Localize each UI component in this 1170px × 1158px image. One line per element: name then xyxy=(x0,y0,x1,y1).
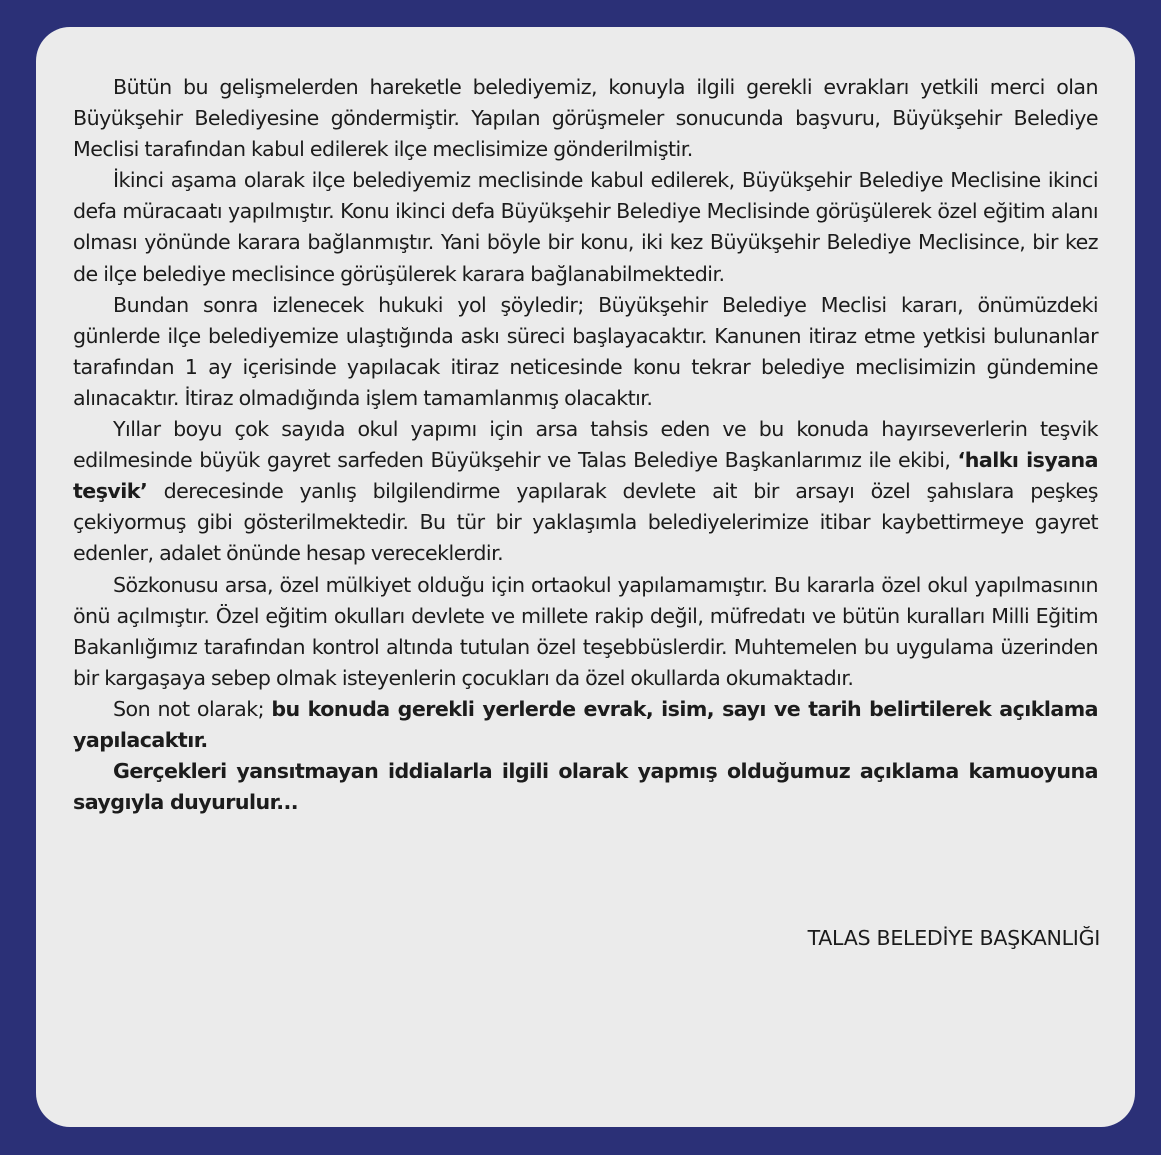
paragraph-2-text: İkinci aşama olarak ilçe belediyemiz meclisinde kabul edilerek, Büyükşehir Belediye Meclisine ikinci defa müracaatı yapılmıştır. Konu ikinci defa Büyükşehir Belediye Meclisinde görüşülerek özel eğitim alanı olması yönünde karara bağlanmıştır. Yani böyle bir konu, iki kez Büyükşehir Belediye Meclisince, bir kez de ilçe belediye meclisince görüşülerek karara bağlanabilmektedir. xyxy=(73,168,1098,286)
paragraph-4 xyxy=(73,414,1098,569)
paragraph-7 xyxy=(73,756,1098,818)
paragraph-3-text: Bundan sonra izlenecek hukuki yol şöyledir; Büyükşehir Belediye Meclisi kararı, önümüzdeki günlerde ilçe belediyemize ulaştığında askı süreci başlayacaktır. Kanunen itiraz etme yetkisi bulunanlar tarafından 1 ay içerisinde yapılacak itiraz neticesinde konu tekrar belediye meclisimizin gündemine alınacaktır. İtiraz olmadığında işlem tamamlanmış olacaktır. xyxy=(73,292,1098,410)
signature: TALAS BELEDİYE BAŞKANLIĞI xyxy=(807,926,1100,950)
paragraph-7-emphasis: Gerçekleri yansıtmayan iddialarla ilgili olarak yapmış olduğumuz açıklama kamuoyuna saygıyla duyurulur... xyxy=(73,759,1098,815)
paragraph-4-text-after: derecesinde yanlış bilgilendirme yapılarak devlete ait bir arsayı özel şahıslara peşkeş çekiyormuş gibi gösterilmektedir. Bu tür bir yaklaşımla belediyelerimize itibar kaybettirmeye gayret edenler, adalet önünde hesap vereceklerdir. xyxy=(73,479,1098,566)
paragraph-6-text-before: Son not olarak; xyxy=(113,696,272,721)
document-body xyxy=(73,72,1098,818)
paragraph-5 xyxy=(73,570,1098,694)
paragraph-4-text-before: Yıllar boyu çok sayıda okul yapımı için arsa tahsis eden ve bu konuda hayırseverlerin teşvik edilmesinde büyük gayret sarfeden Büyükşehir ve Talas Belediye Başkanlarımız ile ekibi, xyxy=(73,417,1098,473)
paragraph-5-text: Sözkonusu arsa, özel mülkiyet olduğu için ortaokul yapılamamıştır. Bu kararla özel okul yapılmasının önü açılmıştır. Özel eğitim okulları devlete ve millete rakip değil, müfredatı ve bütün kuralları Milli Eğitim Bakanlığımız tarafından kontrol altında tutulan özel teşebbüslerdir. Muhtemelen bu uygulama üzerinden bir kargaşaya sebep olmak isteyenlerin çocukları da özel okullarda okumaktadır. xyxy=(73,572,1098,690)
paragraph-1 xyxy=(73,72,1098,165)
paragraph-2 xyxy=(73,165,1098,289)
paragraph-6 xyxy=(73,694,1098,756)
paragraph-1-text: Bütün bu gelişmelerden hareketle belediyemiz, konuyla ilgili gerekli evrakları yetkili merci olan Büyükşehir Belediyesine göndermiştir. Yapılan görüşmeler sonucunda başvuru, Büyükşehir Belediye Meclisi tarafından kabul edilerek ilçe meclisimize gönderilmiştir. xyxy=(73,75,1098,162)
paragraph-4-emphasis: ‘halkı isyana teşvik’ xyxy=(73,448,1098,504)
paragraph-3 xyxy=(73,290,1098,414)
right-edge-strip xyxy=(1161,0,1170,1158)
paragraph-6-emphasis: bu konuda gerekli yerlerde evrak, isim, sayı ve tarih belirtilerek açıklama yapılacaktır. xyxy=(73,696,1098,752)
document-panel xyxy=(36,27,1135,1127)
